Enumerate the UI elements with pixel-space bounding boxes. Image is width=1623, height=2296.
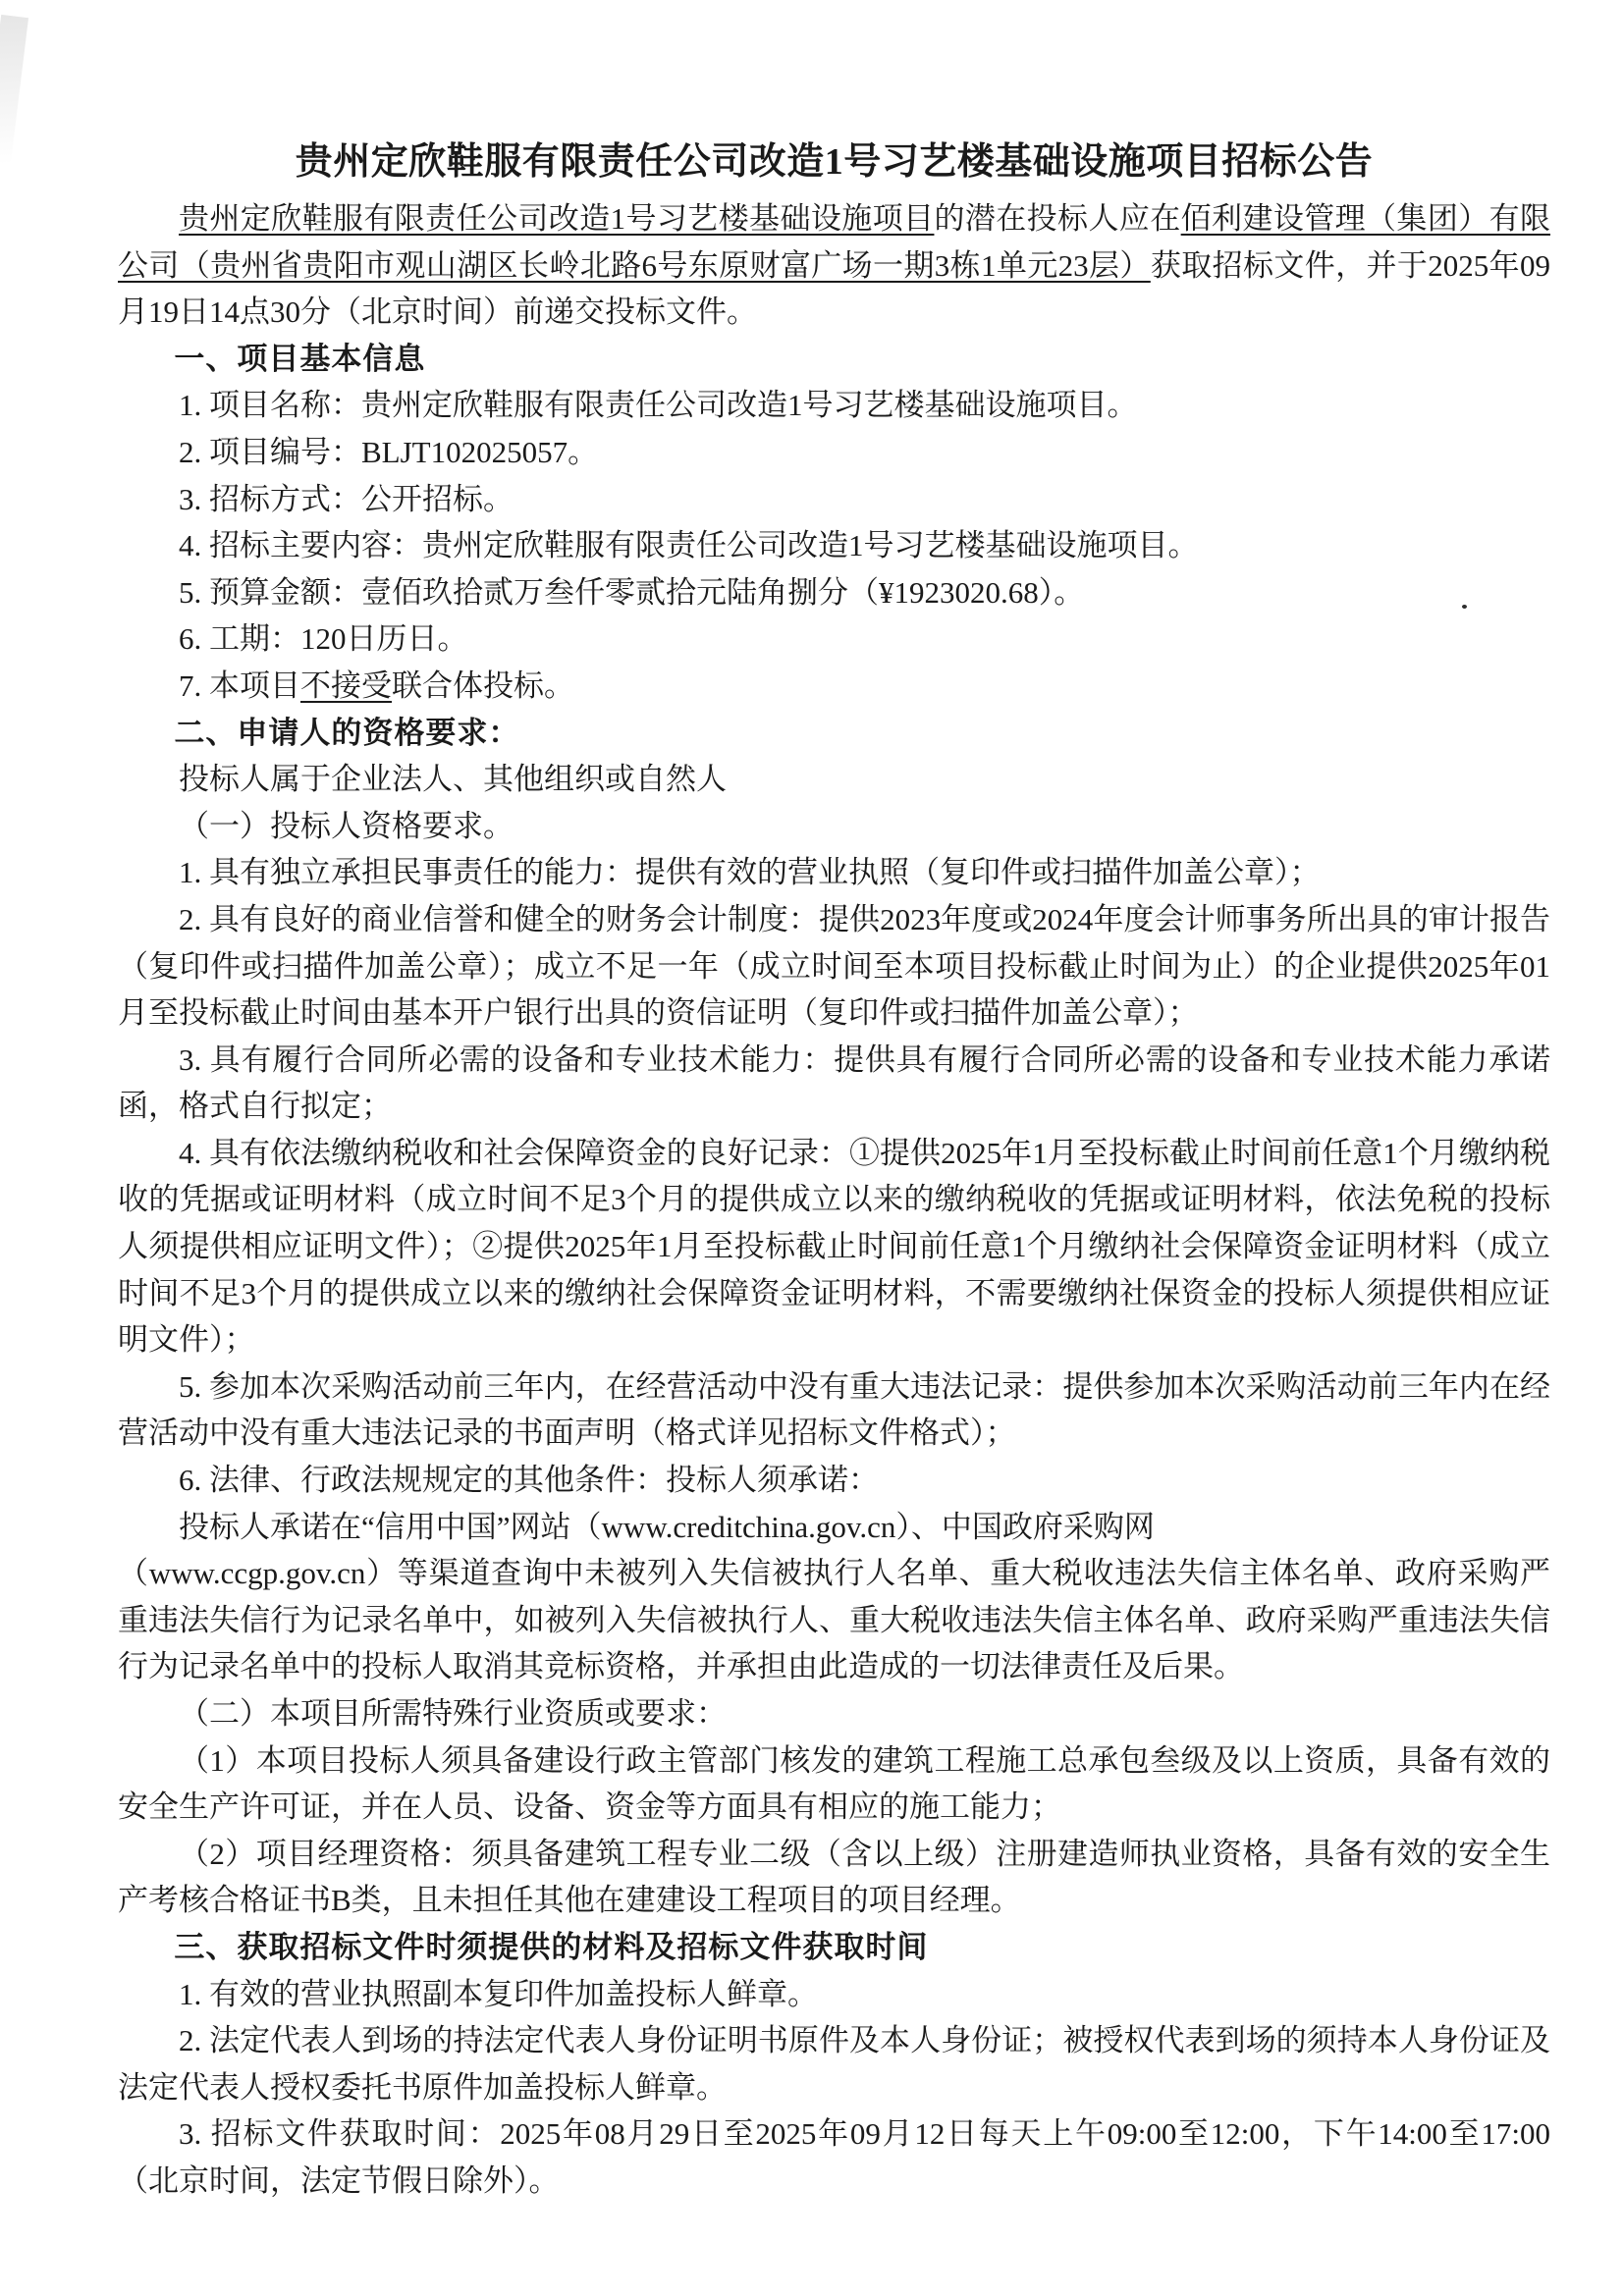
section-1-item-project-name: 1. 项目名称：贵州定欣鞋服有限责任公司改造1号习艺楼基础设施项目。 <box>179 388 1138 423</box>
section-2-special-requirement-2: （2）项目经理资格：须具备建筑工程专业二级（含以上级）注册建造师执业资格，具备有效的安全生产考核合格证书B类，且未担任其他在建建设工程项目的项目经理。 <box>118 1836 1550 1918</box>
document-content <box>118 135 1550 2205</box>
section-3-heading: 三、获取招标文件时须提供的材料及招标文件获取时间 <box>174 1929 929 1964</box>
section-1-item-project-number: 2. 项目编号：BLJT102025057。 <box>179 434 599 469</box>
item7-segment-plain-1: 7. 本项目 <box>179 667 300 703</box>
section-1 <box>118 336 1550 710</box>
scan-edge-smudge <box>0 15 28 164</box>
section-2-requirement-5: 5. 参加本次采购活动前三年内，在经营活动中没有重大违法记录：提供参加本次采购活动前三年内在经营活动中没有重大违法记录的书面声明（格式详见招标文件格式）； <box>118 1368 1550 1451</box>
section-2-requirement-4: 4. 具有依法缴纳税收和社会保障资金的良好记录：①提供2025年1月至投标截止时间前任意1个月缴纳税收的凭据或证明材料（成立时间不足3个月的提供成立以来的缴纳税收的凭据或证明材料，依法免税的投标人须提供相应证明文件）；②提供2025年1月至投标截止时间前任意1个月缴纳社会保障资金证明材料（成立时间不足3个月的提供成立以来的缴纳社会保障资金证明材料，不需要缴纳社保资金的投标人须提供相应证明文件）； <box>118 1135 1550 1358</box>
section-3-item-representative: 2. 法定代表人到场的持法定代表人身份证明书原件及本人身份证；被授权代表到场的须持本人身份证及法定代表人授权委托书原件加盖投标人鲜章。 <box>118 2023 1550 2105</box>
section-2-requirement-1: 1. 具有独立承担民事责任的能力：提供有效的营业执照（复印件或扫描件加盖公章）； <box>179 855 1321 890</box>
section-2-subheading-qualifications: （一）投标人资格要求。 <box>179 808 514 843</box>
section-1-item-budget: 5. 预算金额：壹佰玖拾贰万叁仟零贰拾元陆角捌分（¥1923020.68）。 <box>179 574 1085 610</box>
section-3 <box>118 1924 1550 2205</box>
section-2-paragraph-bidder-type: 投标人属于企业法人、其他组织或自然人 <box>179 762 727 797</box>
section-1-heading: 一、项目基本信息 <box>174 341 426 376</box>
section-2-requirement-6: 6. 法律、行政法规规定的其他条件：投标人须承诺： <box>179 1463 879 1498</box>
section-1-item-duration: 6. 工期：120日历日。 <box>179 621 468 657</box>
section-2-special-requirement-1: （1）本项目投标人须具备建设行政主管部门核发的建筑工程施工总承包叁级及以上资质，具备有效的安全生产许可证，并在人员、设备、资金等方面具有相应的施工能力； <box>118 1742 1550 1825</box>
intro-paragraph <box>118 195 1550 336</box>
intro-segment-plain-2: 获取招标文件，并于2025年09月19日14点30分（北京时间）前递交投标文件。 <box>118 247 1550 330</box>
section-1-item-tender-content: 4. 招标主要内容：贵州定欣鞋服有限责任公司改造1号习艺楼基础设施项目。 <box>179 528 1199 563</box>
section-1-item-tender-method: 3. 招标方式：公开招标。 <box>179 481 514 516</box>
page-title: 贵州定欣鞋服有限责任公司改造1号习艺楼基础设施项目招标公告 <box>295 141 1374 183</box>
intro-segment-plain-1: 的潜在投标人应在 <box>934 201 1181 236</box>
section-2 <box>118 710 1550 1924</box>
section-3-item-license: 1. 有效的营业执照副本复印件加盖投标人鲜章。 <box>179 1976 818 2011</box>
item7-segment-plain-2: 联合体投标。 <box>392 667 574 703</box>
section-1-item-no-consortium <box>118 663 1550 710</box>
section-2-requirement-3: 3. 具有履行合同所必需的设备和专业技术能力：提供具有履行合同所必需的设备和专业技术能力承诺函，格式自行拟定； <box>118 1041 1550 1124</box>
intro-segment-project-name: 贵州定欣鞋服有限责任公司改造1号习艺楼基础设施项目 <box>179 201 935 236</box>
section-2-requirement-2: 2. 具有良好的商业信誉和健全的财务会计制度：提供2023年度或2024年度会计师事务所出具的审计报告（复印件或扫描件加盖公章）；成立不足一年（成立时间至本项目投标截止时间为止）的企业提供2025年01月至投标截止时间由基本开户银行出具的资信证明（复印件或扫描件加盖公章）； <box>118 901 1550 1031</box>
section-2-subheading-special-qualifications: （二）本项目所需特殊行业资质或要求： <box>179 1696 727 1731</box>
section-2-credit-china-line: 投标人承诺在“信用中国”网站（www.creditchina.gov.cn）、中国政府采购网 <box>179 1509 1155 1544</box>
section-2-credit-china-continuation: （www.ccgp.gov.cn）等渠道查询中未被列入失信被执行人名单、重大税收违法失信主体名单、政府采购严重违法失信行为记录名单中，如被列入失信被执行人、重大税收违法失信主体名单、政府采购严重违法失信行为记录名单中的投标人取消其竞标资格，并承担由此造成的一切法律责任及后果。 <box>118 1556 1550 1684</box>
item7-segment-not-accept: 不接受 <box>300 667 392 703</box>
section-3-item-obtain-time: 3. 招标文件获取时间：2025年08月29日至2025年09月12日每天上午09:00至12:00，下午14:00至17:00（北京时间，法定节假日除外）。 <box>118 2116 1550 2198</box>
intro-segment-agency-address: 佰利建设管理（集团）有限公司（贵州省贵阳市观山湖区长岭北路6号东原财富广场一期3栋1单元23层） <box>118 201 1551 283</box>
section-2-heading: 二、申请人的资格要求： <box>174 715 520 750</box>
